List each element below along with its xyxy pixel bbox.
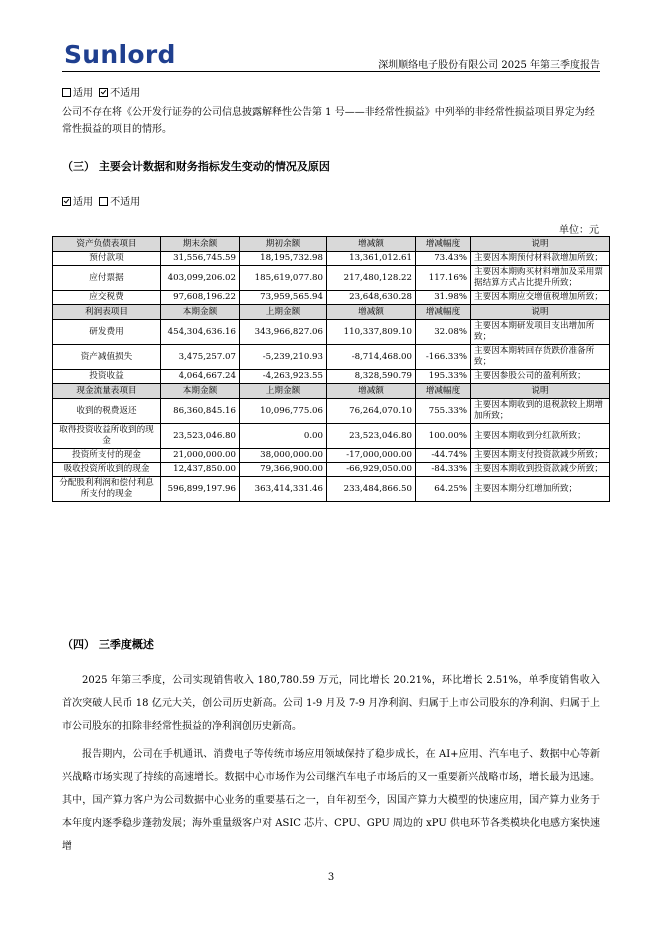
row-label: 分配股利利润和偿付利息所支付的现金 bbox=[53, 477, 161, 502]
row-label: 投资所支付的现金 bbox=[53, 449, 161, 463]
row-note: 主要因本期预付材料款增加所致； bbox=[471, 252, 610, 266]
column-header: 上期金额 bbox=[240, 384, 327, 399]
row-value: -166.33% bbox=[416, 345, 471, 370]
column-header: 说明 bbox=[471, 237, 610, 252]
row-value: 23,648,630.28 bbox=[327, 291, 416, 305]
row-value: 73.43% bbox=[416, 252, 471, 266]
row-value: 596,899,197.96 bbox=[161, 477, 240, 502]
row-value: 233,484,866.50 bbox=[327, 477, 416, 502]
section-3-title: （三） 主要会计数据和财务指标发生变动的情况及原因 bbox=[62, 160, 330, 173]
row-note: 主要因本期购买材料增加及采用票据结算方式占比提升所致； bbox=[471, 266, 610, 291]
row-value: -66,929,050.00 bbox=[327, 463, 416, 477]
row-value: 23,523,046.80 bbox=[327, 424, 416, 449]
row-value: -17,000,000.00 bbox=[327, 449, 416, 463]
row-note: 主要因本期分红增加所致； bbox=[471, 477, 610, 502]
row-value: 76,264,070.10 bbox=[327, 399, 416, 424]
checkbox-not-applicable-checked bbox=[99, 88, 108, 97]
cash-header-row bbox=[53, 384, 610, 399]
header-title: 深圳顺络电子股份有限公司 2025 年第三季度报告 bbox=[378, 60, 600, 71]
column-header: 期末余额 bbox=[161, 237, 240, 252]
column-header: 增减幅度 bbox=[416, 305, 471, 320]
row-value: 117.16% bbox=[416, 266, 471, 291]
row-value: 23,523,046.80 bbox=[161, 424, 240, 449]
table-row bbox=[53, 370, 610, 384]
financial-changes-table bbox=[52, 236, 610, 502]
row-label: 预付款项 bbox=[53, 252, 161, 266]
column-header: 说明 bbox=[471, 384, 610, 399]
row-value: 363,414,331.46 bbox=[240, 477, 327, 502]
checkbox-applicable-checked bbox=[62, 197, 71, 206]
row-value: 454,304,636.16 bbox=[161, 320, 240, 345]
column-header: 增减额 bbox=[327, 305, 416, 320]
not-applicable-label: 不适用 bbox=[110, 88, 141, 99]
table-row bbox=[53, 266, 610, 291]
column-header: 本期金额 bbox=[161, 305, 240, 320]
column-header: 本期金额 bbox=[161, 384, 240, 399]
column-header: 资产负债表项目 bbox=[53, 237, 161, 252]
column-header: 说明 bbox=[471, 305, 610, 320]
table-row bbox=[53, 477, 610, 502]
table-row bbox=[53, 449, 610, 463]
row-value: 343,966,827.06 bbox=[240, 320, 327, 345]
applicability-options-2 bbox=[62, 193, 140, 208]
row-value: 73,959,565.94 bbox=[240, 291, 327, 305]
row-value: 12,437,850.00 bbox=[161, 463, 240, 477]
row-label: 吸收投资所收到的现金 bbox=[53, 463, 161, 477]
row-value: 3,475,257.07 bbox=[161, 345, 240, 370]
row-value: 21,000,000.00 bbox=[161, 449, 240, 463]
column-header: 利润表项目 bbox=[53, 305, 161, 320]
row-label: 收到的税费返还 bbox=[53, 399, 161, 424]
column-header: 增减幅度 bbox=[416, 237, 471, 252]
page-number: 3 bbox=[327, 872, 335, 883]
row-value: 755.33% bbox=[416, 399, 471, 424]
table-row bbox=[53, 291, 610, 305]
row-note: 主要因本期转回存货跌价准备所致； bbox=[471, 345, 610, 370]
row-value: 185,619,077.80 bbox=[240, 266, 327, 291]
row-value: 64.25% bbox=[416, 477, 471, 502]
row-label: 投资收益 bbox=[53, 370, 161, 384]
row-value: -5,239,210.93 bbox=[240, 345, 327, 370]
row-note: 主要因参股公司的盈利所致； bbox=[471, 370, 610, 384]
row-label: 研发费用 bbox=[53, 320, 161, 345]
row-value: 18,195,732.98 bbox=[240, 252, 327, 266]
not-applicable-label: 不适用 bbox=[110, 197, 141, 208]
table-row bbox=[53, 252, 610, 266]
row-value: -84.33% bbox=[416, 463, 471, 477]
row-label: 应交税费 bbox=[53, 291, 161, 305]
column-header: 现金流量表项目 bbox=[53, 384, 161, 399]
column-header: 增减幅度 bbox=[416, 384, 471, 399]
row-value: 217,480,128.22 bbox=[327, 266, 416, 291]
row-value: 403,099,206.02 bbox=[161, 266, 240, 291]
column-header: 增减额 bbox=[327, 237, 416, 252]
table-row bbox=[53, 320, 610, 345]
row-value: 97,608,196.22 bbox=[161, 291, 240, 305]
column-header: 增减额 bbox=[327, 384, 416, 399]
row-value: 10,096,775.06 bbox=[240, 399, 327, 424]
row-note: 主要因本期应交增值税增加所致； bbox=[471, 291, 610, 305]
row-note: 主要因本期收到投资款减少所致； bbox=[471, 463, 610, 477]
row-value: 13,361,012.61 bbox=[327, 252, 416, 266]
row-value: -44.74% bbox=[416, 449, 471, 463]
row-label: 取得投资收益所收到的现金 bbox=[53, 424, 161, 449]
table-row bbox=[53, 424, 610, 449]
table-row bbox=[53, 463, 610, 477]
row-note: 主要因本期支付投资款减少所致； bbox=[471, 449, 610, 463]
applicability-options-1 bbox=[62, 84, 140, 99]
row-value: 100.00% bbox=[416, 424, 471, 449]
row-value: 86,360,845.16 bbox=[161, 399, 240, 424]
row-value: 31.98% bbox=[416, 291, 471, 305]
applicable-label: 适用 bbox=[73, 197, 93, 208]
row-label: 资产减值损失 bbox=[53, 345, 161, 370]
quarter-overview bbox=[62, 669, 600, 863]
balance-header-row bbox=[53, 237, 610, 252]
header-divider bbox=[62, 71, 600, 72]
income-header-row bbox=[53, 305, 610, 320]
row-note: 主要因本期研发项目支出增加所致； bbox=[471, 320, 610, 345]
checkbox-applicable-unchecked bbox=[62, 88, 71, 97]
table-row bbox=[53, 399, 610, 424]
column-header: 上期金额 bbox=[240, 305, 327, 320]
column-header: 期初余额 bbox=[240, 237, 327, 252]
table-row bbox=[53, 345, 610, 370]
row-value: 38,000,000.00 bbox=[240, 449, 327, 463]
row-value: 8,328,590.79 bbox=[327, 370, 416, 384]
unit-label: 单位：元 bbox=[559, 225, 599, 236]
row-value: 31,556,745.59 bbox=[161, 252, 240, 266]
row-value: 79,366,900.00 bbox=[240, 463, 327, 477]
row-value: 0.00 bbox=[240, 424, 327, 449]
row-value: -4,263,923.55 bbox=[240, 370, 327, 384]
row-label: 应付票据 bbox=[53, 266, 161, 291]
row-value: 4,064,667.24 bbox=[161, 370, 240, 384]
row-value: 110,337,809.10 bbox=[327, 320, 416, 345]
section-4-title: （四） 三季度概述 bbox=[62, 638, 154, 651]
row-value: -8,714,468.00 bbox=[327, 345, 416, 370]
row-note: 主要因本期收到分红款所致； bbox=[471, 424, 610, 449]
applicable-label: 适用 bbox=[73, 88, 93, 99]
row-value: 32.08% bbox=[416, 320, 471, 345]
checkbox-not-applicable-unchecked bbox=[99, 197, 108, 206]
row-note: 主要因本期收到的退税款较上期增加所致； bbox=[471, 399, 610, 424]
nonrecurring-statement: 公司不存在将《公开发行证券的公司信息披露解释性公告第 1 号——非经常性损益》中列举的非经常性损益项目界定为经常性损益的项目的情形。 bbox=[62, 107, 595, 135]
sunlord-logo: Sunlord bbox=[64, 40, 176, 69]
row-value: 195.33% bbox=[416, 370, 471, 384]
overview-paragraph-2: 报告期内，公司在手机通讯、消费电子等传统市场应用领域保持了稳步成长，在 AI+应用、汽车电子、数据中心等新兴战略市场实现了持续的高速增长。数据中心市场作为公司继汽车电子市场后的又一重要新兴战略市场，增长最为迅速。其中，国产算力客户为公司数据中心业务的重要基石之一，自年初至今，因国产算力大模型的快速应用，国产算力业务于本年度内逐季稳步蓬勃发展；海外重量级客户对 ASIC 芯片、CPU、GPU 周边的 xPU 供电环节各类模块化电感方案快速增 bbox=[62, 749, 600, 852]
overview-paragraph-1: 2025 年第三季度，公司实现销售收入 180,780.59 万元，同比增长 20.21%，环比增长 2.51%，单季度销售收入首次突破人民币 18 亿元大关，创公司历史新高。公司 1-9 月及 7-9 月净利润、归属于上市公司股东的净利润、归属于上市公司股东的扣除非经常性损益的净利润创历史新高。 bbox=[62, 675, 600, 732]
